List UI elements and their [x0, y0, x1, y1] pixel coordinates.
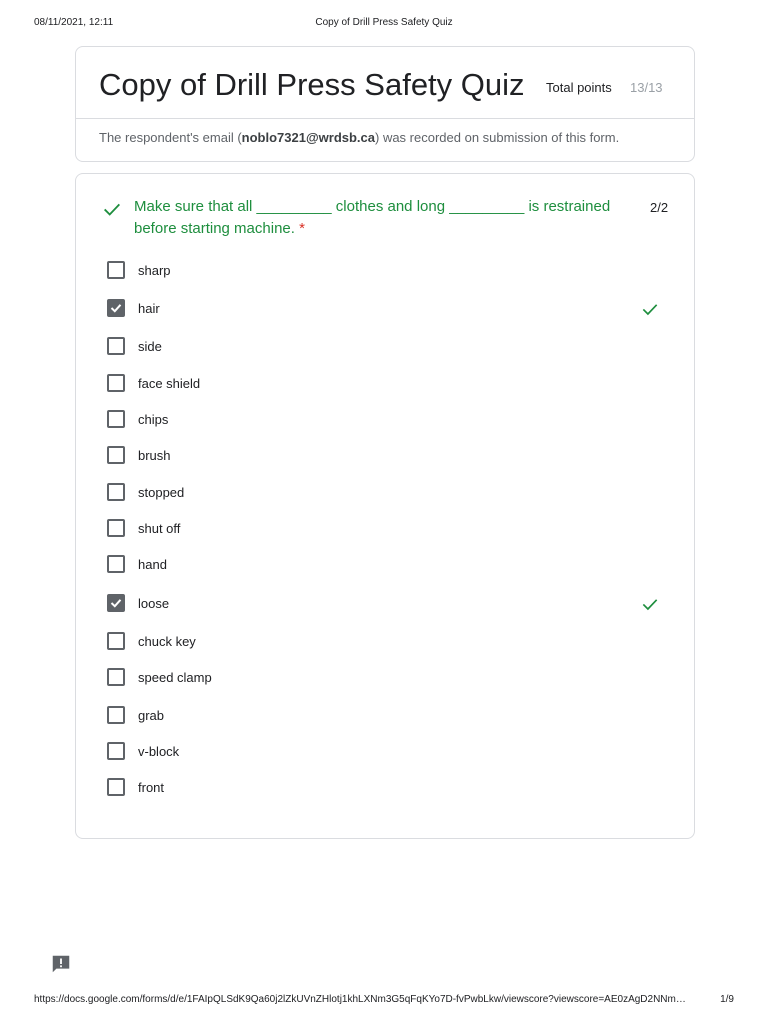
required-mark: * [299, 220, 305, 237]
option-speed-clamp[interactable] [106, 667, 666, 689]
option-loose[interactable] [106, 593, 666, 615]
option-chuck-key[interactable] [106, 631, 666, 653]
checkbox[interactable] [107, 555, 125, 573]
option-face-shield[interactable] [106, 373, 666, 395]
option-label: shut off [138, 521, 181, 536]
total-points-value: 13/13 [630, 80, 663, 95]
option-label: v-block [138, 744, 180, 759]
option-label: front [138, 780, 165, 795]
question-title: Make sure that all _________ clothes and long _________ is restrained before starting machine. [134, 198, 611, 237]
question-card [75, 173, 695, 839]
respondent-email: noblo7321@wrdsb.ca [241, 130, 375, 145]
check-icon [640, 299, 660, 319]
option-label: sharp [138, 263, 171, 278]
form-title: Copy of Drill Press Safety Quiz [99, 67, 525, 102]
checkbox[interactable] [107, 706, 125, 724]
option-shut-off[interactable] [106, 518, 666, 540]
option-hand[interactable] [106, 554, 666, 576]
option-label: speed clamp [138, 670, 212, 685]
option-label: stopped [138, 485, 185, 500]
checkmark-icon [109, 301, 123, 315]
option-sharp[interactable] [106, 260, 666, 282]
checkmark-icon [109, 596, 123, 610]
checkbox[interactable] [107, 446, 125, 464]
option-label: face shield [138, 376, 201, 391]
print-header [34, 17, 734, 31]
option-label: loose [138, 596, 170, 611]
print-datetime: 08/11/2021, 12:11 [34, 17, 114, 28]
option-side[interactable] [106, 336, 666, 358]
option-grab[interactable] [106, 705, 666, 727]
checkbox[interactable] [107, 374, 125, 392]
check-icon [640, 594, 660, 614]
checkbox[interactable] [107, 410, 125, 428]
checkbox[interactable] [107, 742, 125, 760]
feedback-icon[interactable] [50, 953, 72, 975]
option-label: chips [138, 412, 169, 427]
header-divider [76, 118, 694, 119]
checkbox[interactable] [107, 299, 125, 317]
option-label: side [138, 339, 162, 354]
checkbox[interactable] [107, 632, 125, 650]
option-label: grab [138, 708, 165, 723]
option-label: brush [138, 448, 171, 463]
checkbox[interactable] [107, 594, 125, 612]
option-label: chuck key [138, 634, 196, 649]
checkbox[interactable] [107, 668, 125, 686]
email-suffix: ) was recorded on submission of this form. [375, 130, 620, 145]
option-hair[interactable] [106, 298, 666, 320]
option-label: hair [138, 301, 160, 316]
checkbox[interactable] [107, 483, 125, 501]
total-points-label: Total points [546, 80, 612, 95]
option-chips[interactable] [106, 409, 666, 431]
option-brush[interactable] [106, 445, 666, 467]
respondent-email-notice [99, 130, 619, 145]
option-stopped[interactable] [106, 482, 666, 504]
form-header-card [75, 46, 695, 162]
check-icon [101, 198, 123, 220]
print-url: https://docs.google.com/forms/d/e/1FAIpQLSdK9Qa60j2lZkUVnZHlotj1khLXNm3G5qFqKYo7D-fvPwbLkw/viewscore?viewscore=AE0zAgD2NNm… [34, 994, 686, 1005]
checkbox[interactable] [107, 261, 125, 279]
option-label: hand [138, 557, 167, 572]
print-doc-title: Copy of Drill Press Safety Quiz [315, 17, 453, 28]
option-v-block[interactable] [106, 741, 666, 763]
question-score: 2/2 [650, 200, 669, 215]
checkbox[interactable] [107, 519, 125, 537]
question-text [134, 196, 634, 240]
checkbox[interactable] [107, 337, 125, 355]
option-front[interactable] [106, 777, 666, 799]
checkbox[interactable] [107, 778, 125, 796]
email-prefix: The respondent's email ( [99, 130, 242, 145]
print-footer [34, 994, 734, 1008]
print-page-number: 1/9 [720, 994, 734, 1005]
